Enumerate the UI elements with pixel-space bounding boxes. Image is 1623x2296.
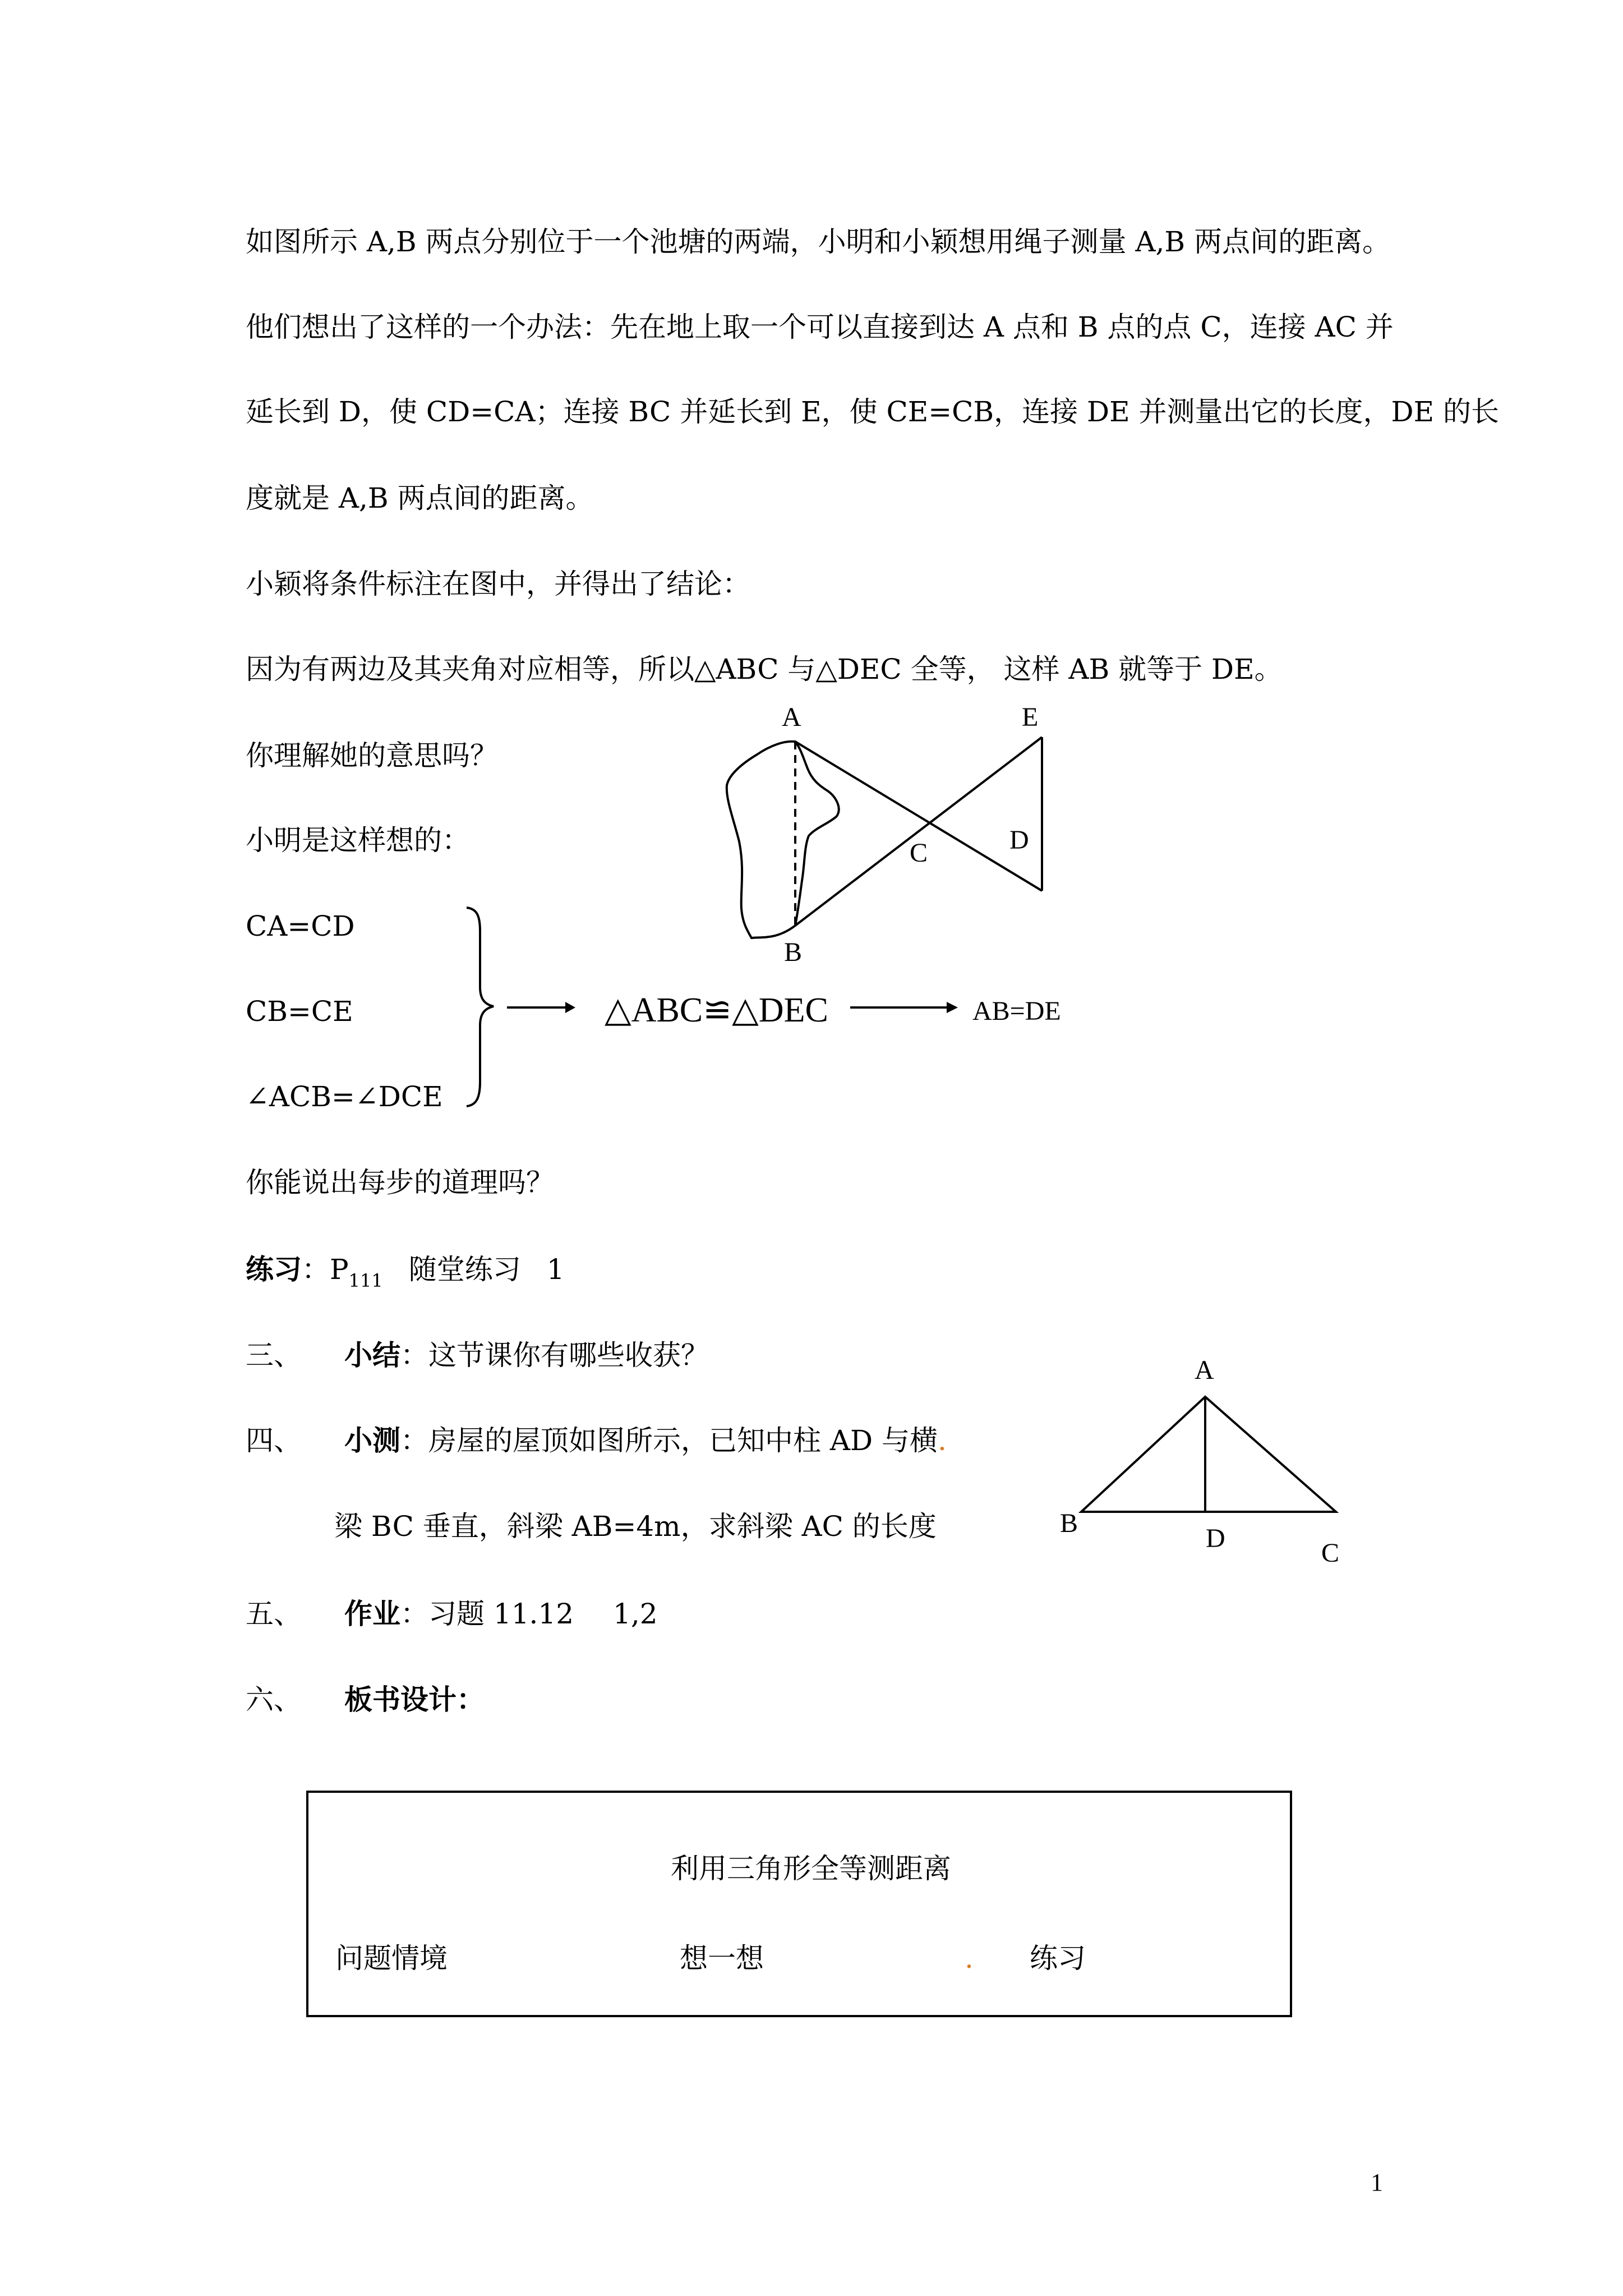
roof-triangle — [1081, 1397, 1336, 1512]
arrow-1 — [505, 996, 578, 1019]
fig1-label-b: B — [784, 937, 803, 967]
practice-line — [246, 1252, 565, 1298]
fig2-label-c: C — [1321, 1538, 1340, 1568]
line-be — [795, 737, 1042, 926]
practice-number: 1 — [546, 1253, 565, 1286]
practice-label: 练习 — [246, 1253, 302, 1286]
para-line-2: 他们想出了这样的一个办法：先在地上取一个可以直接到达 A 点和 B 点的点 C，连接 AC 并 — [246, 311, 1394, 343]
condition-2: CB=CE — [246, 995, 353, 1028]
practice-colon: ：P — [302, 1253, 349, 1286]
para-line-4: 度就是 A,B 两点间的距离。 — [246, 482, 594, 514]
fig1-label-c: C — [910, 838, 928, 868]
section-5-title: 作业 — [344, 1597, 400, 1630]
para-line-1: 如图所示 A,B 两点分别位于一个池塘的两端，小明和小颖想用绳子测量 A,B 两点间的距离。 — [246, 226, 1391, 258]
congruence-statement: △ABC≌△DEC — [605, 991, 828, 1029]
fig2-label-a: A — [1195, 1355, 1214, 1385]
question-understand: 你理解她的意思吗？ — [246, 739, 498, 772]
section-6-title: 板书设计： — [344, 1683, 485, 1716]
section-5-num: 五、 — [246, 1598, 302, 1630]
condition-1: CA=CD — [246, 910, 355, 942]
board-col-2: 想一想 — [680, 1942, 764, 1975]
section-4-line-2: 梁 BC 垂直，斜梁 AB=4m，求斜梁 AC 的长度 — [334, 1510, 937, 1543]
section-4-num: 四、 — [246, 1424, 302, 1457]
question-reason: 你能说出每步的道理吗？ — [246, 1166, 554, 1199]
board-col-1: 问题情境 — [335, 1942, 448, 1975]
xiaoying-reason: 因为有两边及其夹角对应相等，所以△ABC 与△DEC 全等， 这样 AB 就等于 DE。 — [246, 653, 1283, 685]
fig1-label-a: A — [782, 702, 801, 732]
xiaoying-intro: 小颖将条件标注在图中，并得出了结论： — [246, 568, 750, 600]
fig2-label-d: D — [1206, 1524, 1225, 1553]
practice-text: 随堂练习 — [408, 1253, 521, 1286]
fig2-label-b: B — [1060, 1508, 1078, 1538]
board-design-box — [306, 1791, 1292, 2017]
section-5-line — [344, 1596, 658, 1631]
section-5-text: ：习题 11.12 — [400, 1598, 574, 1630]
page-number: 1 — [1371, 2169, 1383, 2196]
board-title: 利用三角形全等测距离 — [671, 1852, 951, 1885]
section-4-text: ：房屋的屋顶如图所示，已知中柱 AD 与横 — [400, 1424, 938, 1457]
para-line-3: 延长到 D，使 CD=CA；连接 BC 并延长到 E，使 CE=CB，连接 DE 并测量出它的长度，DE 的长 — [246, 395, 1499, 428]
roof-figure — [1054, 1386, 1346, 1531]
condition-3: ∠ACB=∠DCE — [246, 1080, 443, 1113]
section-3-title: 小结 — [344, 1338, 400, 1372]
orange-dot: . — [937, 1424, 947, 1457]
section-3-text: ：这节课你有哪些收获？ — [400, 1339, 709, 1372]
pond-outline — [727, 742, 839, 938]
board-col-3: 练习 — [1030, 1942, 1086, 1975]
section-3-num: 三、 — [246, 1339, 302, 1372]
section-3-line — [344, 1338, 709, 1373]
xiaoming-intro: 小明是这样想的： — [246, 824, 470, 857]
section-4-line — [344, 1423, 947, 1458]
section-4-title: 小测 — [344, 1424, 400, 1457]
section-5-items: 1,2 — [613, 1598, 658, 1630]
fig1-label-e: E — [1022, 702, 1039, 732]
arrow-2 — [848, 996, 960, 1019]
practice-page-sub: 111 — [348, 1270, 383, 1291]
board-dot: . — [965, 1942, 974, 1975]
conclusion: AB=DE — [972, 996, 1061, 1026]
section-6-num: 六、 — [246, 1683, 302, 1716]
fig1-label-d: D — [1009, 825, 1029, 855]
